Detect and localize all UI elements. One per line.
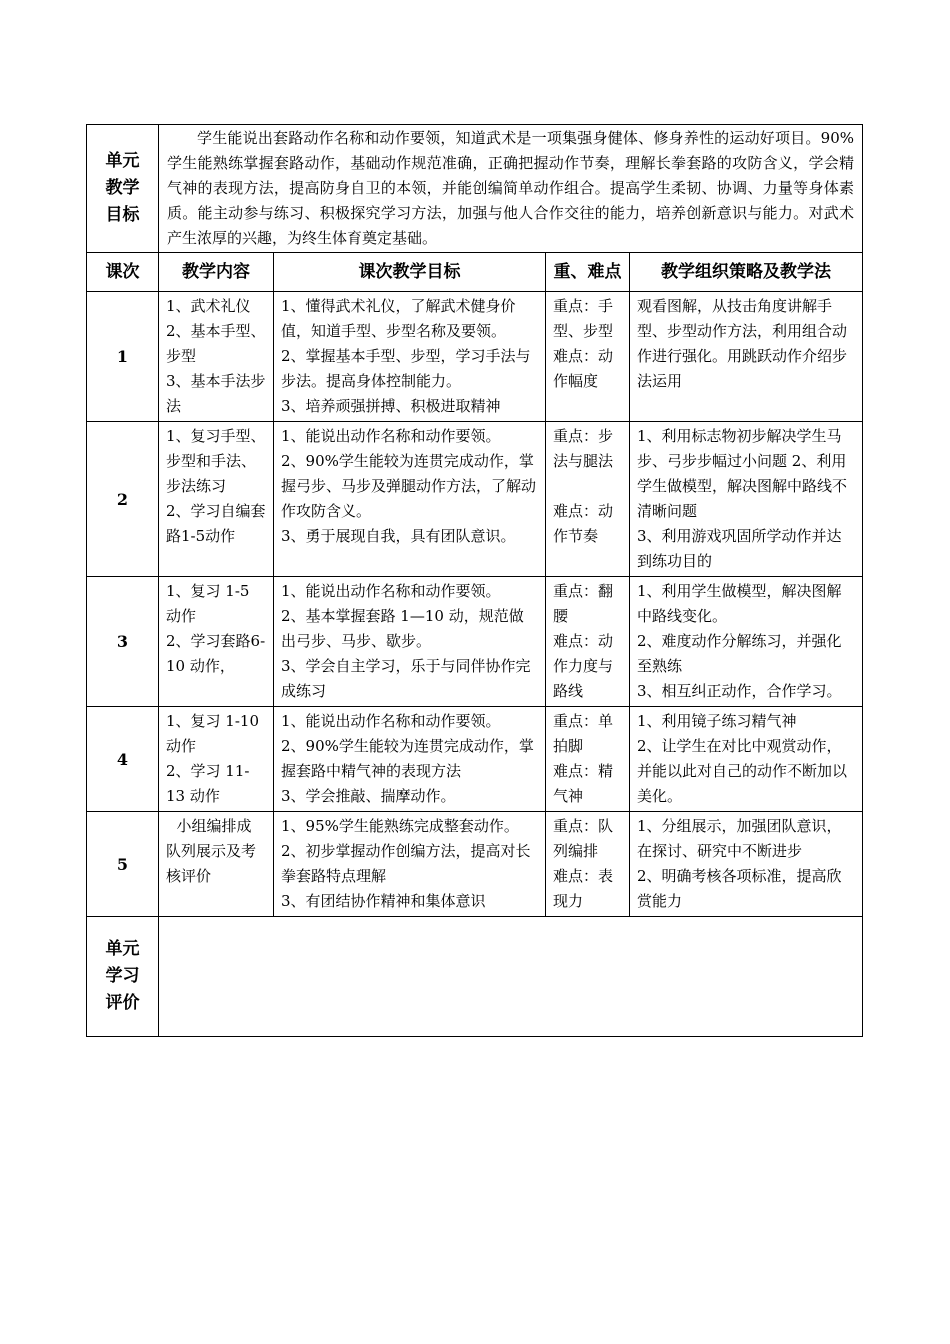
unit-goal-text: 学生能说出套路动作名称和动作要领，知道武术是一项集强身健体、修身养性的运动好项目。90%学生能熟练掌握套路动作，基础动作规范准确，正确把握动作节奏，理解长拳套路的攻防含义，学会精气神的表现方法，提高防身自卫的本领，并能创编简单动作组合。提高学生柔韧、协调、力量等身体素质。能主动参与练习、积极探究学习方法，加强与他人合作交往的能力，培养创新意识与能力。对武术产生浓厚的兴趣，为终生体育奠定基础。 (159, 125, 863, 253)
lesson-number: 4 (87, 707, 159, 812)
lesson-row (87, 422, 863, 577)
lesson-goals: 1、能说出动作名称和动作要领。 2、90%学生能较为连贯完成动作，掌握弓步、马步及弹腿动作方法，了解动作攻防含义。 3、勇于展现自我，具有团队意识。 (274, 422, 546, 577)
lesson-goals: 1、能说出动作名称和动作要领。 2、90%学生能较为连贯完成动作，掌握套路中精气神的表现方法 3、学会推敲、揣摩动作。 (274, 707, 546, 812)
lesson-key-points: 重点：队列编排 难点：表现力 (546, 812, 630, 917)
lesson-plan-table (86, 124, 863, 1037)
lesson-content: 1、复习手型、步型和手法、步法练习 2、学习自编套路1-5动作 (159, 422, 274, 577)
lesson-goals: 1、95%学生能熟练完成整套动作。 2、初步掌握动作创编方法，提高对长拳套路特点理解 3、有团结协作精神和集体意识 (274, 812, 546, 917)
header-lesson-number: 课次 (87, 253, 159, 292)
lesson-number: 3 (87, 577, 159, 707)
header-row (87, 253, 863, 292)
lesson-goals: 1、懂得武术礼仪，了解武术健身价值，知道手型、步型名称及要领。 2、掌握基本手型、步型，学习手法与步法。提高身体控制能力。 3、培养顽强拼搏、积极进取精神 (274, 292, 546, 422)
lesson-strategy: 观看图解，从技击角度讲解手型、步型动作方法，利用组合动作进行强化。用跳跃动作介绍步法运用 (630, 292, 863, 422)
lesson-key-points: 重点：翻腰 难点：动作力度与路线 (546, 577, 630, 707)
lesson-strategy: 1、利用标志物初步解决学生马步、弓步步幅过小问题 2、利用学生做模型，解决图解中路线不清晰问题 3、利用游戏巩固所学动作并达到练功目的 (630, 422, 863, 577)
lesson-number: 1 (87, 292, 159, 422)
unit-eval-row (87, 917, 863, 1037)
lesson-content: 小组编排成队列展示及考核评价 (159, 812, 274, 917)
lesson-strategy: 1、利用镜子练习精气神 2、让学生在对比中观赏动作，并能以此对自己的动作不断加以美化。 (630, 707, 863, 812)
lesson-row (87, 577, 863, 707)
header-lesson-goals: 课次教学目标 (274, 253, 546, 292)
lesson-content: 1、复习 1-5 动作 2、学习套路6-10 动作， (159, 577, 274, 707)
lesson-strategy: 1、利用学生做模型，解决图解中路线变化。 2、难度动作分解练习，并强化至熟练 3、相互纠正动作，合作学习。 (630, 577, 863, 707)
lesson-key-points: 重点：单拍脚 难点：精气神 (546, 707, 630, 812)
lesson-number: 2 (87, 422, 159, 577)
lesson-number: 5 (87, 812, 159, 917)
lesson-key-points: 重点：步法与腿法 难点：动作节奏 (546, 422, 630, 577)
lesson-row (87, 812, 863, 917)
unit-eval-label: 单元 学习 评价 (87, 917, 159, 1037)
lesson-content: 1、武术礼仪 2、基本手型、步型 3、基本手法步法 (159, 292, 274, 422)
lesson-goals: 1、能说出动作名称和动作要领。 2、基本掌握套路 1—10 动，规范做出弓步、马步、歇步。 3、学会自主学习，乐于与同伴协作完成练习 (274, 577, 546, 707)
unit-goal-row (87, 125, 863, 253)
lesson-content: 1、复习 1-10 动作 2、学习 11-13 动作 (159, 707, 274, 812)
lesson-row (87, 292, 863, 422)
unit-goal-label: 单元 教学 目标 (87, 125, 159, 253)
lesson-row (87, 707, 863, 812)
lesson-key-points: 重点：手型、步型 难点：动作幅度 (546, 292, 630, 422)
lesson-strategy: 1、分组展示，加强团队意识，在探讨、研究中不断进步 2、明确考核各项标准，提高欣赏能力 (630, 812, 863, 917)
header-strategy: 教学组织策略及教学法 (630, 253, 863, 292)
unit-eval-text (159, 917, 863, 1037)
header-content: 教学内容 (159, 253, 274, 292)
header-key-points: 重、难点 (546, 253, 630, 292)
